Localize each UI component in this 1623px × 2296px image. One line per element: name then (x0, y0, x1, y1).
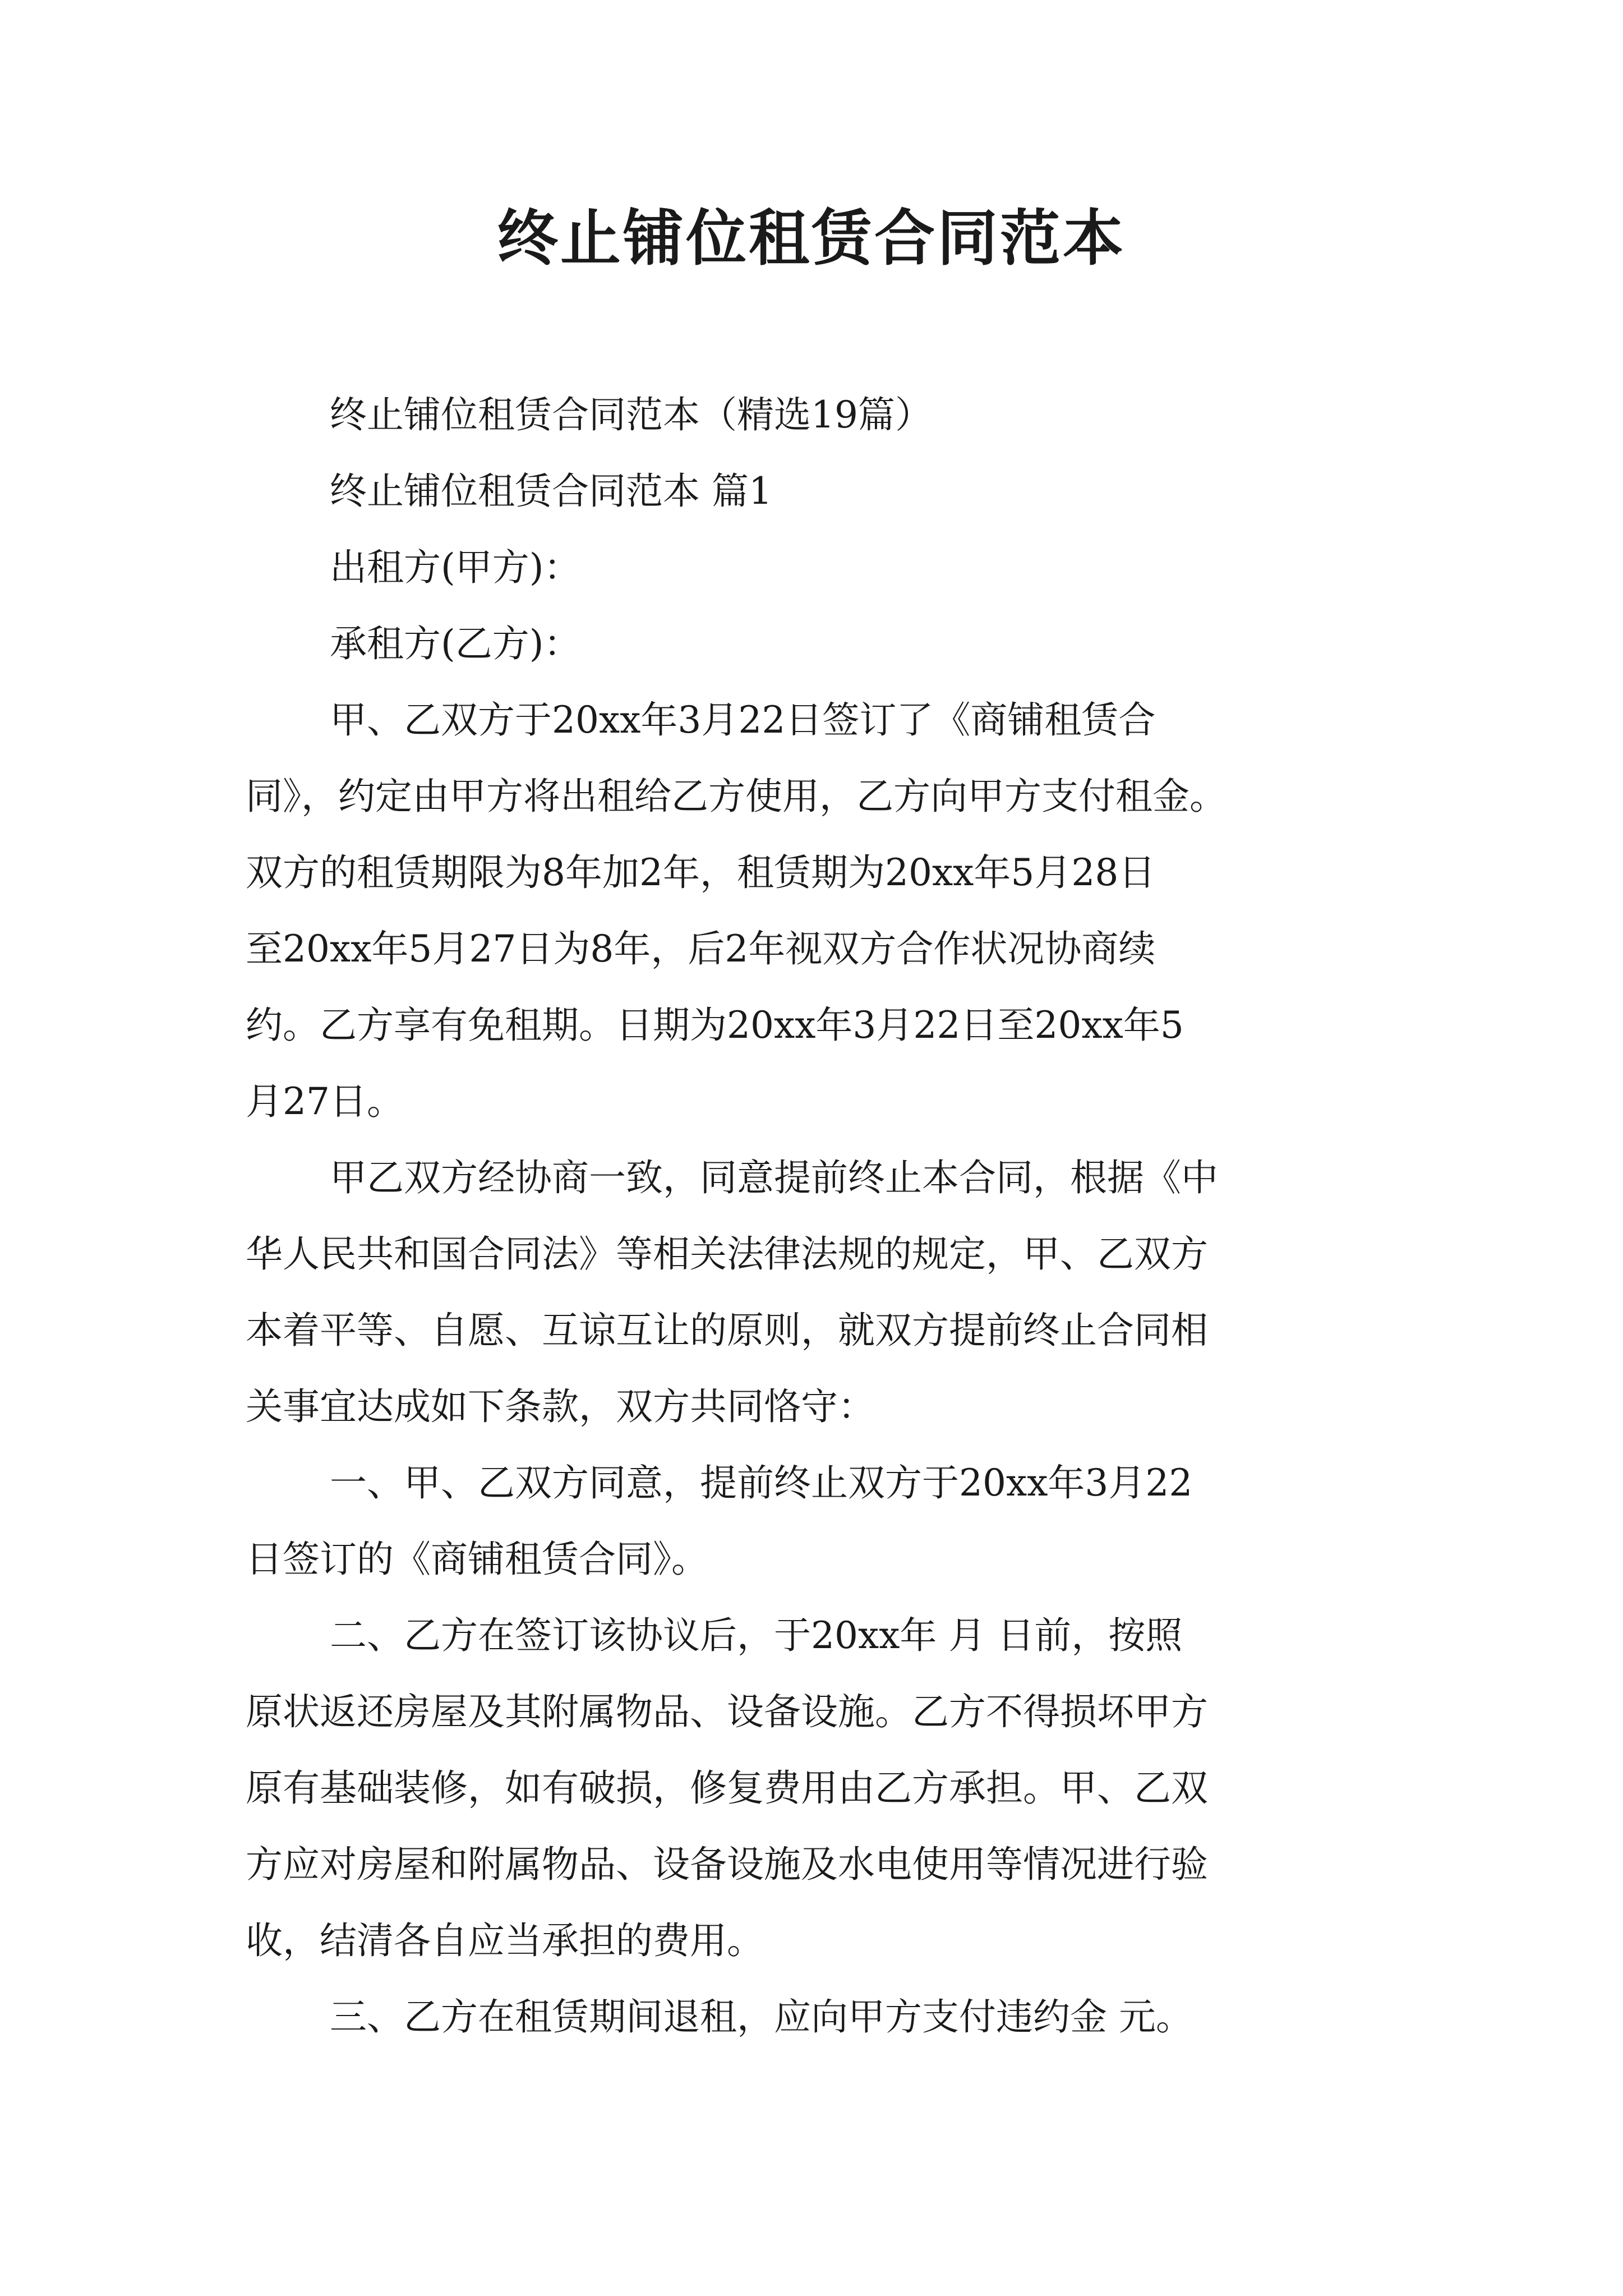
paragraph-line: 本着平等、自愿、互谅互让的原则，就双方提前终止合同相 (246, 1309, 1208, 1352)
paragraph-line: 一、甲、乙双方同意，提前终止双方于20xx年3月22 (330, 1461, 1193, 1504)
paragraph-line: 原状返还房屋及其附属物品、设备设施。乙方不得损坏甲方 (246, 1690, 1208, 1733)
paragraph-line: 方应对房屋和附属物品、设备设施及水电使用等情况进行验 (246, 1843, 1208, 1886)
document-body (246, 377, 1377, 2055)
paragraph-line: 三、乙方在租赁期间退租，应向甲方支付违约金 元。 (330, 1995, 1193, 2039)
paragraph-line: 甲乙双方经协商一致，同意提前终止本合同，根据《中 (330, 1156, 1218, 1199)
paragraph-line: 日签订的《商铺租赁合同》。 (246, 1538, 708, 1581)
paragraph-4 (246, 1598, 1377, 1979)
paragraph-line: 原有基础装修，如有破损，修复费用由乙方承担。甲、乙双 (246, 1766, 1208, 1810)
section-heading: 终止铺位租赁合同范本 篇1 (330, 470, 772, 513)
paragraph-line: 华人民共和国合同法》等相关法律法规的规定，甲、乙双方 (246, 1232, 1208, 1276)
paragraph-line: 收，结清各自应当承担的费用。 (246, 1919, 764, 1962)
paragraph-line: 关事宜达成如下条款，双方共同恪守： (246, 1385, 875, 1428)
paragraph-2 (246, 1140, 1377, 1445)
paragraph-line: 至20xx年5月27日为8年，后2年视双方合作状况协商续 (246, 927, 1156, 970)
paragraph-1 (246, 682, 1377, 1140)
paragraph-line: 双方的租赁期限为8年加2年，租赁期为20xx年5月28日 (246, 851, 1156, 894)
document-title: 终止铺位租赁合同范本 (497, 203, 1126, 274)
paragraph-line: 甲、乙双方于20xx年3月22日签订了《商铺租赁合 (330, 698, 1156, 742)
lessor-label: 出租方(甲方)： (330, 546, 581, 589)
paragraph-3 (246, 1445, 1377, 1598)
lessee-label: 承租方(乙方)： (330, 622, 581, 665)
paragraph-line: 同》，约定由甲方将出租给乙方使用，乙方向甲方支付租金。 (246, 775, 1227, 818)
document-subtitle: 终止铺位租赁合同范本（精选19篇） (330, 393, 932, 436)
paragraph-line: 二、乙方在签订该协议后，于20xx年 月 日前，按照 (330, 1614, 1183, 1657)
paragraph-5 (246, 1979, 1377, 2055)
paragraph-line: 约。乙方享有免租期。日期为20xx年3月22日至20xx年5 (246, 1004, 1184, 1047)
paragraph-line: 月27日。 (246, 1080, 404, 1123)
